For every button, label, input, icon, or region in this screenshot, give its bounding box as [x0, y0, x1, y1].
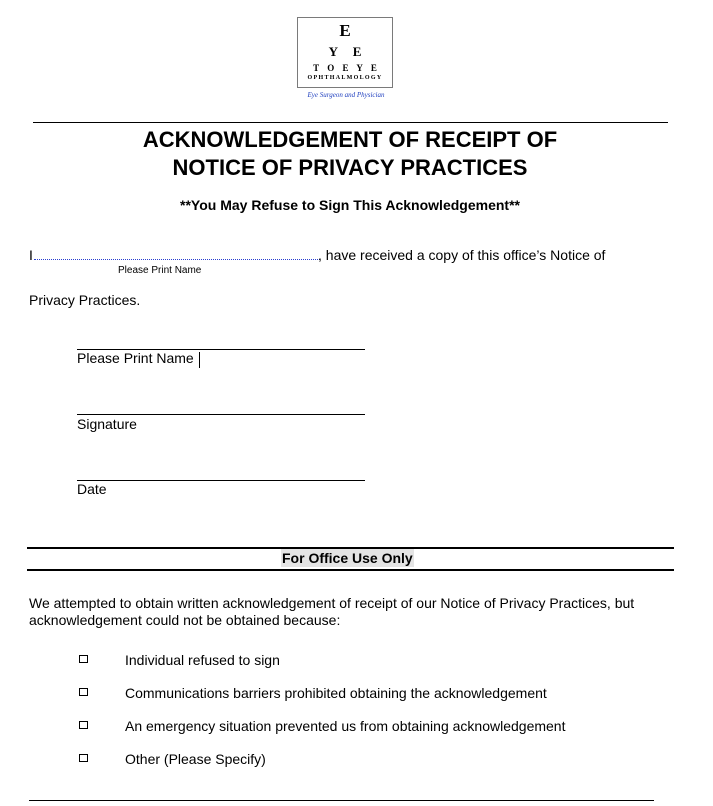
reason-checkbox-other[interactable] [79, 754, 88, 762]
office-use-intro-line-2: acknowledgement could not be obtained because: [29, 612, 341, 628]
statement-prefix: I [29, 247, 33, 263]
other-specify-line[interactable] [29, 800, 654, 801]
print-name-label[interactable]: Please Print Name [77, 350, 194, 366]
reason-checkbox-refused[interactable] [79, 655, 88, 663]
office-use-intro-line-1: We attempted to obtain written acknowledgement of receipt of our Notice of Privacy Practices, but [29, 595, 635, 611]
signature-label: Signature [77, 416, 137, 432]
office-use-heading: For Office Use Only [282, 550, 413, 566]
signature-line[interactable] [77, 414, 365, 415]
header-divider [33, 122, 668, 123]
reason-label-emergency: An emergency situation prevented us from obtaining acknowledgement [125, 718, 566, 734]
office-use-bottom-rule [27, 569, 674, 571]
reason-label-other: Other (Please Specify) [125, 751, 266, 767]
statement-continuation: Privacy Practices. [29, 292, 141, 308]
refusal-notice: **You May Refuse to Sign This Acknowledgement** [180, 197, 520, 213]
date-label: Date [77, 481, 107, 497]
document-title-line-2: NOTICE OF PRIVACY PRACTICES [172, 155, 528, 180]
date-line[interactable] [77, 480, 365, 481]
logo-letters-ye: Y E [328, 44, 368, 59]
text-cursor [199, 352, 200, 368]
logo-ophthalmology: OPHTHALMOLOGY [307, 75, 383, 81]
reason-label-communication: Communications barriers prohibited obtaining the acknowledgement [125, 685, 547, 701]
logo-tagline: Eye Surgeon and Physician [307, 91, 385, 99]
print-name-fill-line[interactable] [34, 259, 320, 260]
practice-logo [297, 17, 393, 88]
reason-label-refused: Individual refused to sign [125, 652, 280, 668]
logo-letter-e: E [339, 21, 351, 40]
statement-suffix: , have received a copy of this office’s Notice of [318, 247, 606, 263]
document-title-line-1: ACKNOWLEDGEMENT OF RECEIPT OF [142, 127, 558, 152]
print-name-caption: Please Print Name [118, 265, 202, 276]
logo-letters-to-eye: T O E Y E [313, 63, 380, 73]
reason-checkbox-emergency[interactable] [79, 721, 88, 729]
reason-checkbox-communication[interactable] [79, 688, 88, 696]
